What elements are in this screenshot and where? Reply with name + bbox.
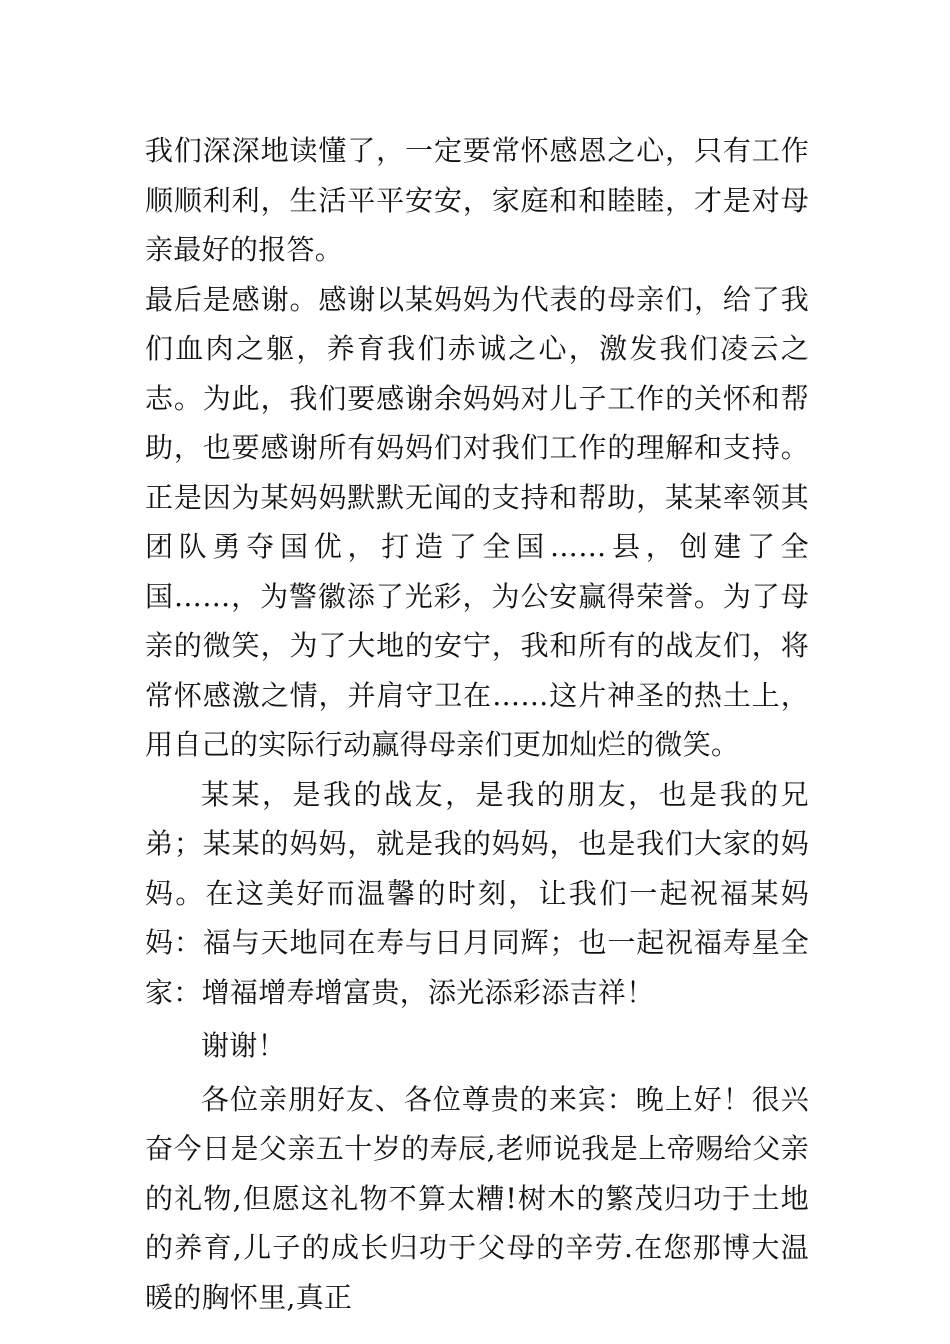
document-body xyxy=(145,126,809,1322)
paragraph-thanks: 最后是感谢。感谢以某妈妈为代表的母亲们，给了我们血肉之躯，养育我们赤诚之心，激发我们凌云之志。为此，我们要感谢余妈妈对儿子工作的关怀和帮助，也要感谢所有妈妈们对我们工作的理解和支持。正是因为某妈妈默默无闻的支持和帮助，某某率领其团队勇夺国优，打造了全国……县，创建了全国……，为警徽添了光彩，为公安赢得荣誉。为了母亲的微笑，为了大地的安宁，我和所有的战友们，将常怀感激之情，并肩守卫在……这片神圣的热土上，用自己的实际行动赢得母亲们更加灿烂的微笑。 xyxy=(145,282,809,761)
paragraph-thank-you: 谢谢！ xyxy=(201,1029,286,1062)
paragraph-blessing: 某某，是我的战友，是我的朋友，也是我的兄弟；某某的妈妈，就是我的妈妈，也是我们大家的妈妈。在这美好而温馨的时刻，让我们一起祝福某妈妈：福与天地同在寿与日月同辉；也一起祝福寿星全家：增福增寿增富贵，添光添彩添吉祥！ xyxy=(145,777,809,1009)
paragraph-father-birthday: 各位亲朋好友、各位尊贵的来宾：晚上好！很兴奋今日是父亲五十岁的寿辰,老师说我是上帝赐给父亲的礼物,但愿这礼物不算太糟!树木的繁茂归功于土地的养育,儿子的成长归功于父母的辛劳.在您那博大温暖的胸怀里,真正 xyxy=(145,1082,809,1314)
paragraph-gratitude-end: 我们深深地读懂了，一定要常怀感恩之心，只有工作顺顺利利，生活平平安安，家庭和和睦睦，才是对母亲最好的报答。 xyxy=(145,134,809,266)
